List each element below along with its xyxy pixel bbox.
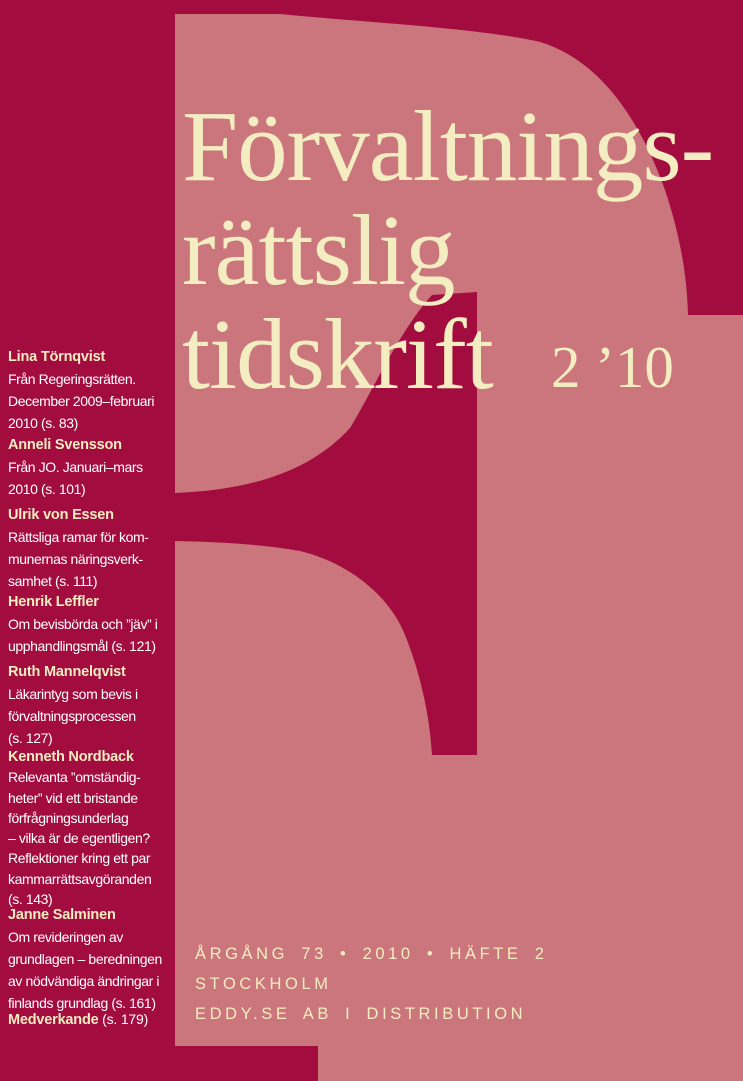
- toc-author: Kenneth Nordback: [8, 749, 134, 765]
- toc-line: Reflektioner kring ett par: [8, 850, 151, 867]
- toc-entry: [8, 904, 180, 1014]
- toc-entry: [8, 346, 180, 434]
- toc-line: finlands grundlag (s. 161): [8, 995, 156, 1011]
- toc-author: [8, 1008, 180, 1031]
- toc-author: Janne Salminen: [8, 907, 116, 923]
- toc-author: Lina Törnqvist: [8, 349, 106, 365]
- toc-line: Om revideringen av: [8, 929, 123, 945]
- journal-title-line-2: rättslig: [182, 194, 455, 306]
- toc-line: Från JO. Januari–mars: [8, 459, 143, 475]
- imprint-city-line: STOCKHOLM: [195, 975, 332, 993]
- toc-line: munernas näringsverk-: [8, 551, 143, 567]
- toc-line: December 2009–februari: [8, 393, 155, 409]
- toc-author: Ruth Mannelqvist: [8, 664, 126, 680]
- toc-line: av nödvändiga ändringar i: [8, 973, 160, 989]
- toc-line: kammarrättsavgöranden: [8, 870, 152, 887]
- table-of-contents: [0, 0, 175, 1081]
- toc-line: förvaltningsprocessen: [8, 708, 136, 724]
- toc-line: Läkarintyg som bevis i: [8, 686, 138, 702]
- toc-author: Anneli Svensson: [8, 437, 122, 453]
- toc-line: – vilka är de egentligen?: [8, 830, 150, 847]
- toc-line: (s. 127): [8, 730, 53, 746]
- toc-line: samhet (s. 111): [8, 573, 98, 589]
- toc-entry: [8, 591, 180, 657]
- toc-author-name: Medverkande: [8, 1012, 99, 1028]
- toc-entry: [8, 661, 180, 749]
- journal-title-line-3: tidskrift: [182, 298, 493, 410]
- toc-author: Ulrik von Essen: [8, 507, 114, 523]
- toc-entry: [8, 434, 180, 500]
- toc-entry: [8, 747, 180, 909]
- journal-title-line-1: Förvaltnings-: [182, 90, 714, 202]
- toc-line: upphandlingsmål (s. 121): [8, 638, 156, 654]
- issue-number: 2 ’10: [551, 334, 674, 400]
- toc-line: Relevanta ”omständig-: [8, 769, 141, 786]
- toc-line: heter” vid ett bristande: [8, 789, 138, 806]
- toc-line: (s. 143): [8, 891, 53, 908]
- imprint-distribution-line: EDDY.SE AB I DISTRIBUTION: [195, 1005, 527, 1023]
- toc-line: grundlagen – beredningen: [8, 951, 162, 967]
- toc-line: Om bevisbörda och ”jäv” i: [8, 616, 158, 632]
- toc-author: Henrik Leffler: [8, 594, 99, 610]
- toc-line: Rättsliga ramar för kom-: [8, 529, 149, 545]
- toc-page-ref: (s. 179): [98, 1011, 149, 1027]
- imprint-block: [195, 939, 548, 1029]
- toc-line: 2010 (s. 101): [8, 481, 86, 497]
- toc-line: 2010 (s. 83): [8, 415, 78, 431]
- toc-entry: [8, 504, 180, 592]
- toc-line: förfrågningsunderlag: [8, 809, 129, 826]
- toc-entry: [8, 1008, 180, 1031]
- toc-line: Från Regeringsrätten.: [8, 371, 136, 387]
- imprint-volume-line: ÅRGÅNG 73 • 2010 • HÄFTE 2: [195, 945, 548, 963]
